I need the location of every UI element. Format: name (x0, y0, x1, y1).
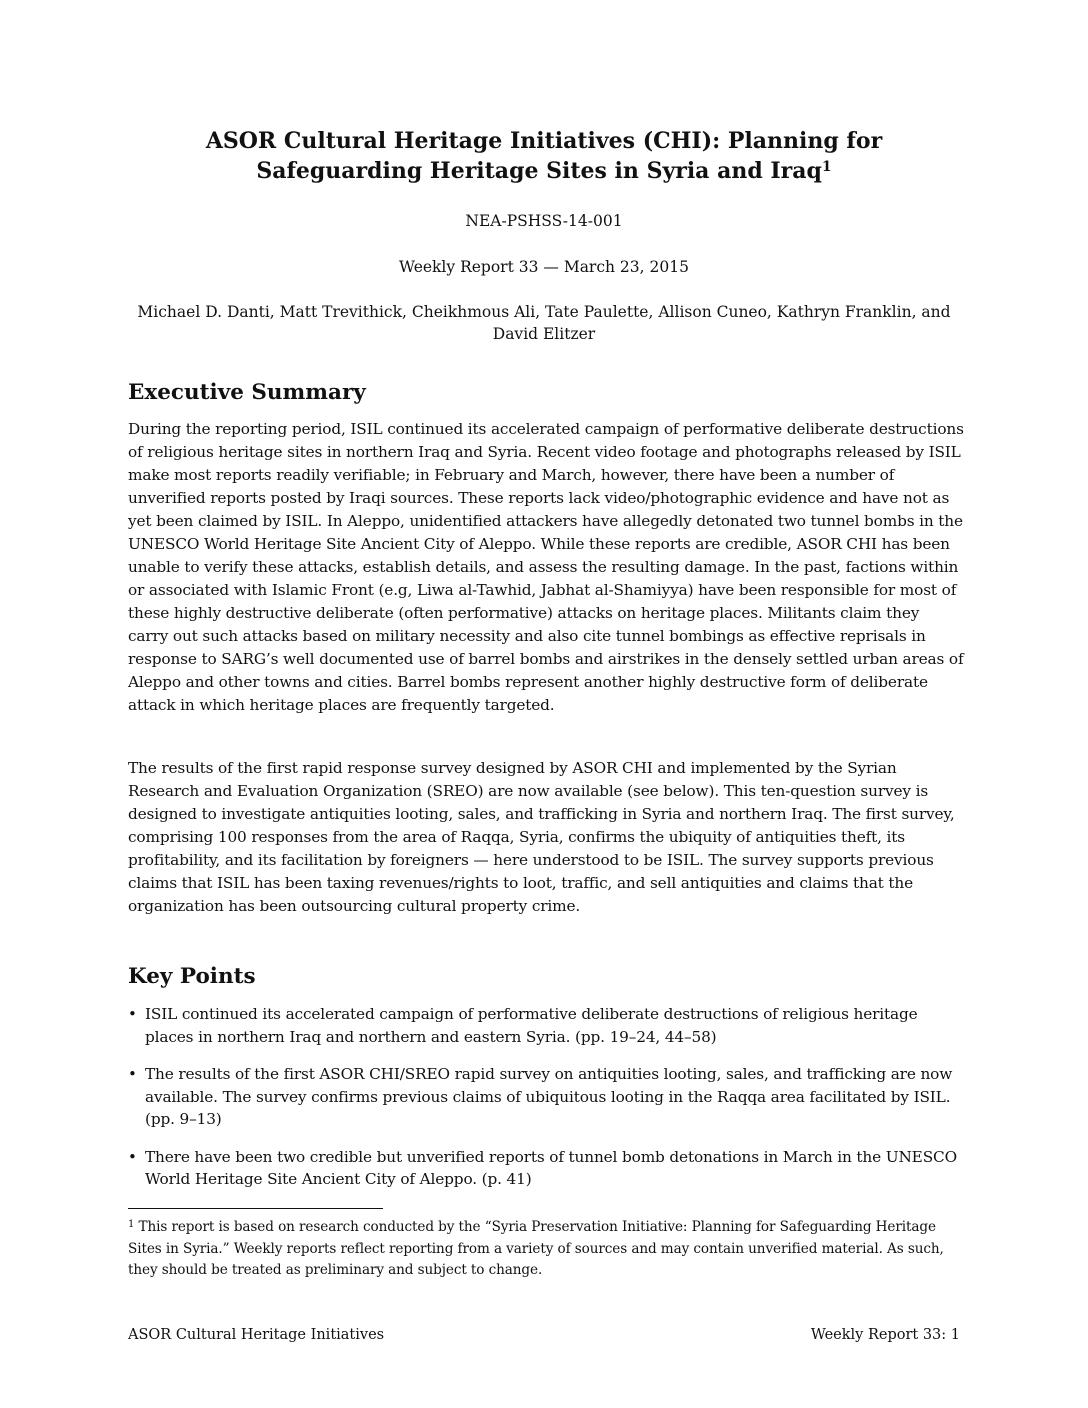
key-points-heading: Key Points (128, 964, 256, 989)
footnote-separator (128, 1208, 383, 1209)
document-title (128, 126, 960, 186)
footnote (128, 1217, 964, 1282)
report-date-line: Weekly Report 33 — March 23, 2015 (399, 258, 689, 276)
key-point-text: The results of the first ASOR CHI/SREO rapid survey on antiquities looting, sales, and trafficking are now available. The survey confirms previous claims of ubiquitous looting in the Raqqa area facilitated by ISIL. (pp. 9–13) (145, 1065, 953, 1128)
grant-number: NEA-PSHSS-14-001 (465, 212, 623, 230)
authors: Michael D. Danti, Matt Trevithick, Cheikhmous Ali, Tate Paulette, Allison Cuneo, Kathryn Franklin, and David Elitzer (137, 303, 951, 343)
key-points-list (128, 1003, 964, 1206)
footnote-marker: 1 (128, 1219, 135, 1230)
footnote-text: This report is based on research conducted by the “Syria Preservation Initiative: Planning for Safeguarding Heritage Sites in Syria.” Weekly reports reflect reporting from a variety of sources and may contain unverified material. As such, they should be treated as preliminary and subject to change. (128, 1219, 944, 1278)
executive-summary-paragraph-2: The results of the first rapid response survey designed by ASOR CHI and implemented by the Syrian Research and Evaluation Organization (SREO) are now available (see below). This ten-question survey is designed to investigate antiquities looting, sales, and trafficking in Syria and northern Iraq. The first survey, comprising 100 responses from the area of Raqqa, Syria, confirms the ubiquity of antiquities theft, its profitability, and its facilitation by foreigners — here understood to be ISIL. The survey supports previous claims that ISIL has been taxing revenues/rights to loot, traffic, and sell antiquities and claims that the organization has been outsourcing cultural property crime. (128, 759, 955, 915)
bullet-icon: • (128, 1065, 137, 1083)
key-point-text: There have been two credible but unverified reports of tunnel bomb detonations in March in the UNESCO World Heritage Site Ancient City of Aleppo. (p. 41) (145, 1147, 957, 1188)
footer-left-text: ASOR Cultural Heritage Initiatives (128, 1327, 385, 1343)
key-point-item (128, 1146, 964, 1191)
key-point-item (128, 1063, 964, 1131)
document-title-text: ASOR Cultural Heritage Initiatives (CHI): Planning for Safeguarding Heritage Sites in Syria and Iraq (205, 128, 883, 184)
bullet-icon: • (128, 1147, 137, 1166)
key-point-item (128, 1003, 964, 1048)
executive-summary-heading: Executive Summary (128, 380, 366, 405)
footer-page-label: Weekly Report 33: 1 (810, 1327, 960, 1343)
title-footnote-marker: 1 (821, 159, 832, 175)
bullet-icon: • (128, 1005, 137, 1023)
executive-summary-paragraph-1: During the reporting period, ISIL continued its accelerated campaign of performative deliberate destructions of religious heritage sites in northern Iraq and Syria. Recent video footage and photographs released by ISIL make most reports readily verifiable; in February and March, however, there have been a number of unverified reports posted by Iraqi sources. These reports lack video/photographic evidence and have not as yet been claimed by ISIL. In Aleppo, unidentified attackers have allegedly detonated two tunnel bombs in the UNESCO World Heritage Site Ancient City of Aleppo. While these reports are credible, ASOR CHI has been unable to verify these attacks, establish details, and assess the resulting damage. In the past, factions within or associated with Islamic Front (e.g, Liwa al-Tawhid, Jabhat al-Shamiyya) have been responsible for most of these highly destructive deliberate (often performative) attacks on heritage places. Militants claim they carry out such attacks based on military necessity and also cite tunnel bombings as effective reprisals in response to SARG’s well documented use of barrel bombs and airstrikes in the densely settled urban areas of Aleppo and other towns and cities. Barrel bombs represent another highly destructive form of deliberate attack in which heritage places are frequently targeted. (128, 420, 964, 714)
key-point-text: ISIL continued its accelerated campaign of performative deliberate destructions of religious heritage places in northern Iraq and northern and eastern Syria. (pp. 19–24, 44–58) (145, 1005, 918, 1046)
